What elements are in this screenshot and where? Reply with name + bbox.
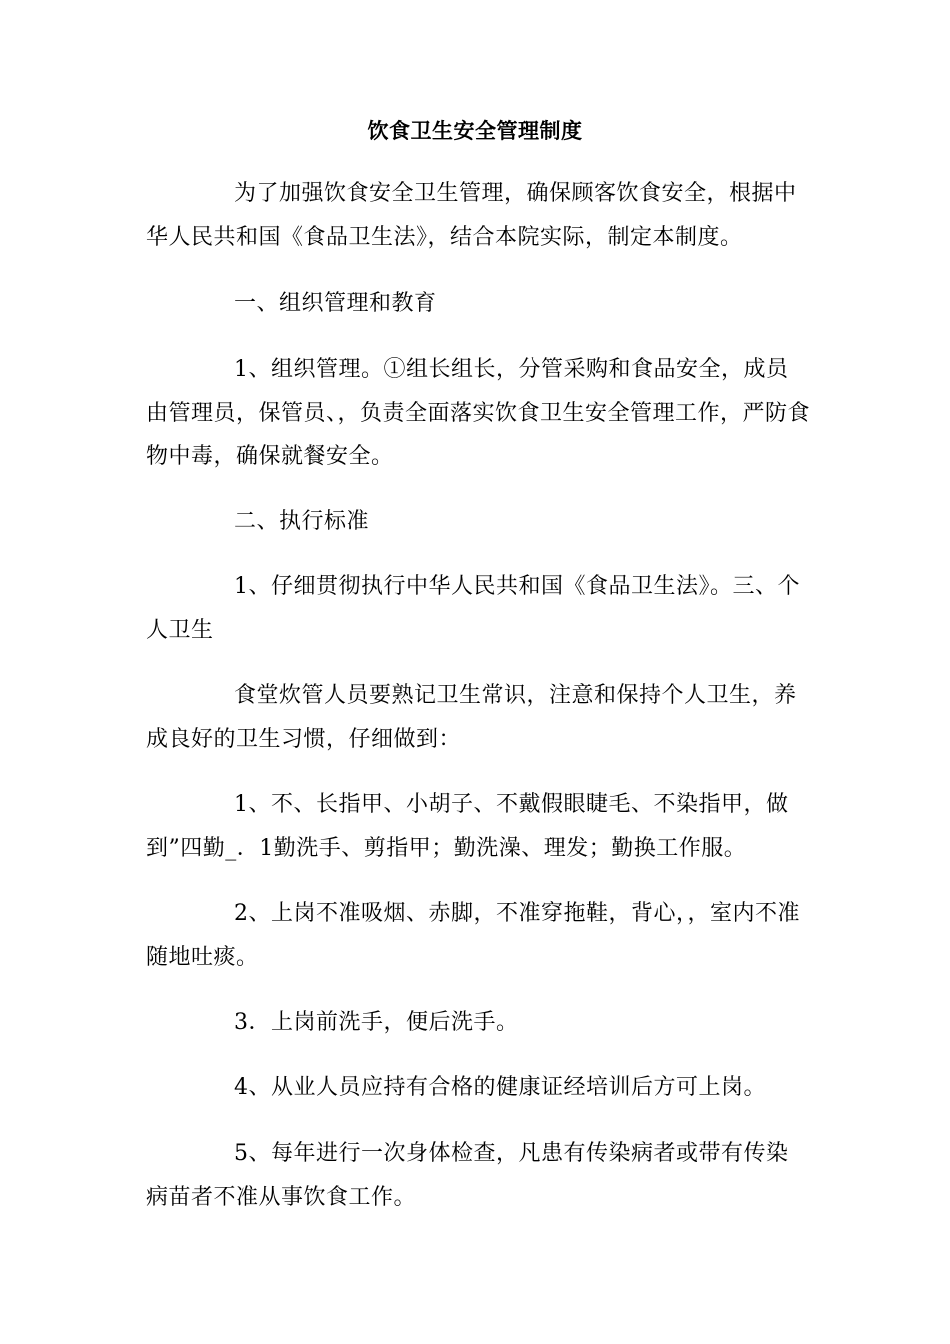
paragraph-standards-1: 1、仔细贯彻执行中华人民共和国《食品卫生法》。三、个人卫生 — [146, 574, 800, 643]
paragraph-personal-hygiene: 食堂炊管人员要熟记卫生常识，注意和保持个人卫生，养成良好的卫生习惯，仔细做到： — [146, 683, 797, 752]
paragraph-intro: 为了加强饮食安全卫生管理，确保顾客饮食安全，根据中华人民共和国《食品卫生法》，结合本院实际，制定本制度。 — [146, 181, 797, 250]
paragraph-hygiene-5: 5、每年进行一次身体检查，凡患有传染病者或带有传染病苗者不准从事饮食工作。 — [146, 1141, 789, 1210]
section-heading-standards: 二、执行标准 — [234, 509, 370, 534]
paragraph-hygiene-1: 1、不、长指甲、小胡子、不戴假眼睫毛、不染指甲，做到”四勤_．1勤洗手、剪指甲；勤洗澡、理发；勤换工作服。 — [146, 792, 789, 861]
paragraph-hygiene-3: 3．上岗前洗手，便后洗手。 — [234, 1010, 519, 1035]
paragraph-hygiene-2: 2、上岗不准吸烟、赤脚，不准穿拖鞋，背心，，室内不准随地吐痰。 — [146, 901, 800, 970]
paragraph-hygiene-4: 4、从业人员应持有合格的健康证经培训后方可上岗。 — [234, 1075, 766, 1100]
paragraph-organization-mgmt: 1、组织管理。①组长组长，分管采购和食品安全，成员由管理员，保管员、，负责全面落实饮食卫生安全管理工作，严防食物中毒，确保就餐安全。 — [146, 357, 811, 469]
section-heading-organization: 一、组织管理和教育 — [234, 291, 437, 316]
document-title: 饮食卫生安全管理制度 — [367, 118, 583, 143]
